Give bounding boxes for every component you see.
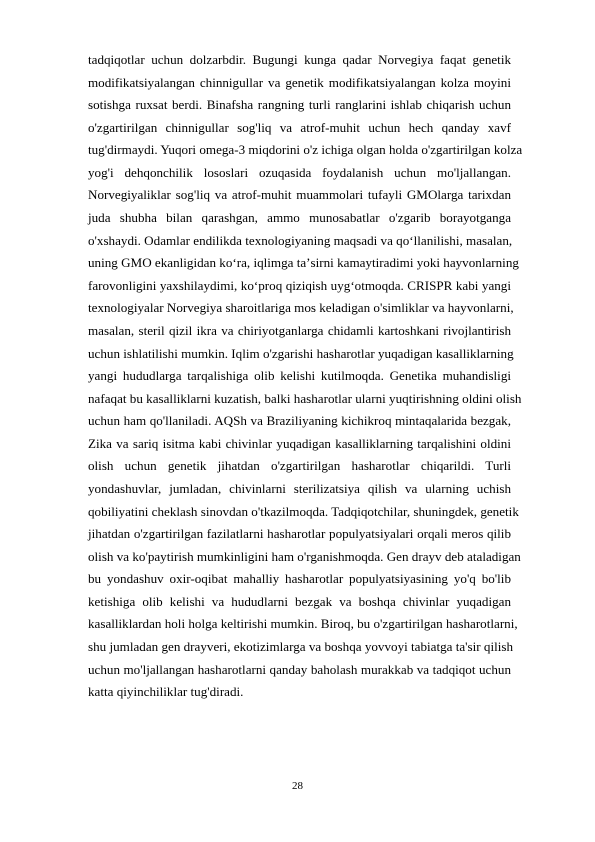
page-number: 28 (292, 780, 303, 792)
paragraph-line: yangi hududlarga tarqalishiga olib kelishi kutilmoqda. Genetika muhandisligi (88, 368, 511, 384)
paragraph-line: qobiliyatini cheklash sinovdan o'tkazilmoqda. Tadqiqotchilar, shuningdek, genetik (88, 503, 519, 519)
paragraph-line: tadqiqotlar uchun dolzarbdir. Bugungi kunga qadar Norvegiya faqat genetik (88, 52, 511, 67)
paragraph-line: jihatdan o'zgartirilgan fazilatlarni hasharotlar populyatsiyalari orqali meros qilib (88, 526, 511, 542)
paragraph-line: o'xshaydi. Odamlar endilikda texnologiyaning maqsadi va qo‘llanilishi, masalan, (88, 232, 513, 248)
paragraph-line: yog'i dehqonchilik lososlari ozuqasida foydalanish uchun mo'ljallangan. (88, 164, 511, 180)
paragraph-line: olish va ko'paytirish mumkinligini ham o'rganishmoqda. Gen drayv deb ataladigan (88, 548, 521, 564)
paragraph-line: nafaqat bu kasalliklarni kuzatish, balki hasharotlar ularni yuqtirishning oldini olish (88, 390, 522, 406)
paragraph-line: Zika va sariq isitma kabi chivinlar yuqadigan kasalliklarning tarqalishini oldini (88, 435, 511, 451)
paragraph-line: uchun ham qo'llaniladi. AQSh va Braziliyaning kichikroq mintaqalarida bezgak, (88, 413, 511, 429)
paragraph-line: masalan, steril qizil ikra va chiriyotganlarga chidamli kartoshkani rivojlantirish (88, 322, 511, 338)
paragraph-line: sotishga ruxsat berdi. Binafsha rangning turli ranglarini ishlab chiqarish uchun (88, 97, 511, 113)
paragraph-line: bu yondashuv oxir-oqibat mahalliy hasharotlar populyatsiyasining yo'q bo'lib (88, 571, 511, 587)
paragraph-line: uning GMO ekanligidan ko‘ra, iqlimga taʼsirni kamaytiradimi yoki hayvonlarning (88, 255, 519, 271)
paragraph-line: yondashuvlar, jumladan, chivinlarni sterilizatsiya qilish va ularning uchish (88, 480, 511, 496)
paragraph-line: olish uchun genetik jihatdan o'zgartirilgan hasharotlar chiqarildi. Turli (88, 458, 511, 474)
paragraph-line: ketishiga olib kelishi va hududlarni bezgak va boshqa chivinlar yuqadigan (88, 593, 511, 609)
paragraph-line: tug'dirmaydi. Yuqori omega-3 miqdorini o'z ichiga olgan holda o'zgartirilgan kolza (88, 142, 523, 158)
paragraph-line: juda shubha bilan qarashgan, ammo munosabatlar o'zgarib borayotganga (88, 210, 511, 226)
body-paragraph (88, 49, 523, 704)
paragraph-line: Norvegiyaliklar sog'liq va atrof-muhit muammolari tufayli GMOlarga tarixdan (88, 187, 511, 203)
paragraph-line: texnologiyalar Norvegiya sharoitlariga mos keladigan o'simliklar va hayvonlarni, (88, 300, 514, 316)
paragraph-line: shu jumladan gen drayveri, ekotizimlarga va boshqa yovvoyi tabiatga ta'sir qilish (88, 639, 514, 655)
paragraph-line: kasalliklardan holi holga keltirishi mumkin. Biroq, bu o'zgartirilgan hasharotlarni, (88, 616, 518, 632)
paragraph-line: katta qiyinchiliklar tug'diradi. (88, 684, 244, 700)
paragraph-line: uchun ishlatilishi mumkin. Iqlim o'zgarishi hasharotlar yuqadigan kasalliklarning (88, 345, 514, 361)
paragraph-line: modifikatsiyalangan chinnigullar va genetik modifikatsiyalangan kolza moyini (88, 74, 511, 90)
paragraph-line: uchun mo'ljallangan hasharotlarni qanday baholash murakkab va tadqiqot uchun (88, 661, 511, 677)
paragraph-line: farovonligini yaxshilaydimi, ko‘proq qiziqish uyg‘otmoqda. CRISPR kabi yangi (88, 277, 511, 293)
paragraph-line: o'zgartirilgan chinnigullar sog'liq va atrof-muhit uchun hech qanday xavf (88, 119, 511, 135)
